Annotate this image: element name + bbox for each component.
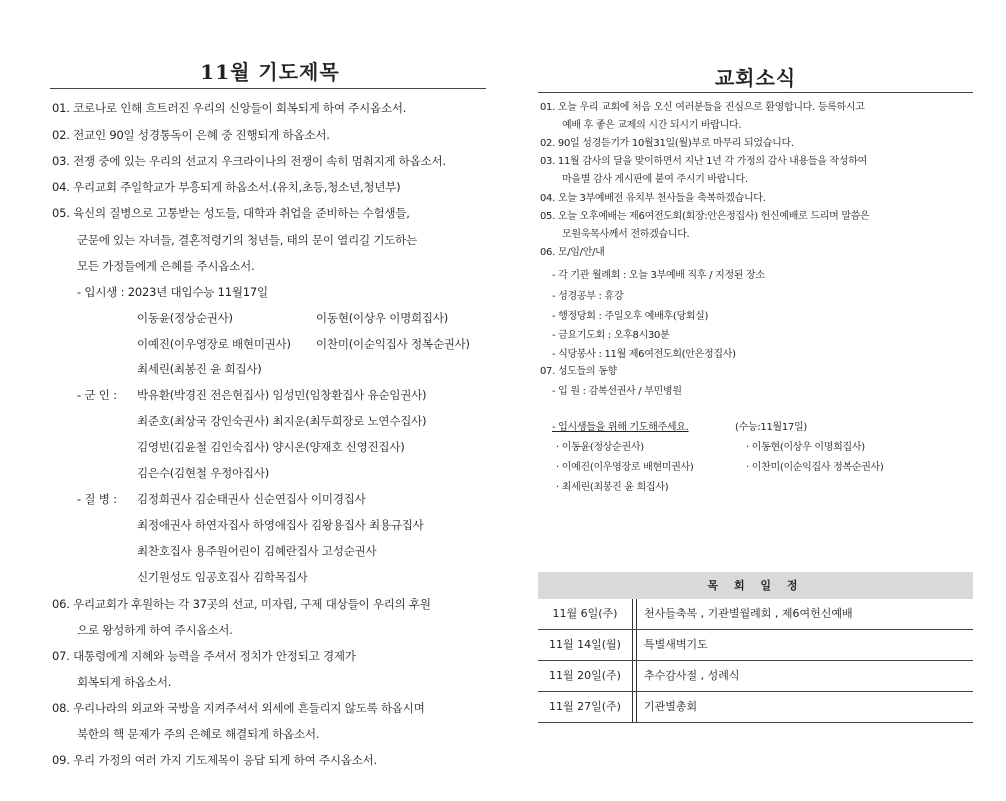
prayer-line: 으로 왕성하게 하여 주시옵소서. (77, 623, 233, 637)
prayer-name: 이동윤(정상순권사) (137, 311, 233, 325)
news-line: - 식당봉사 : 11월 제6여전도회(안은정집사) (552, 349, 736, 360)
news-line: - 성경공부 : 휴강 (552, 291, 624, 302)
prayer-name: 이예진(이우영장로 배현미권사) (137, 337, 291, 351)
prayer-line: 03. 전쟁 중에 있는 우리의 선교지 우크라이나의 전쟁이 속히 멈춰지게 하옵소서. (52, 154, 446, 168)
news-name: · 이동윤(정상순권사) (556, 442, 644, 453)
news-name: · 이동현(이상우 이명희집사) (746, 442, 865, 453)
news-line: - 행정당회 : 주일오후 예배후(당회실) (552, 311, 709, 322)
prayer-line: 05. 육신의 질병으로 고통받는 성도들, 대학과 취업을 준비하는 수험생들, (52, 206, 410, 220)
prayer-line: 08. 우리나라의 외교와 국방을 지켜주셔서 외세에 흔들리지 않도록 하옵시며 (52, 701, 425, 715)
prayer-line: 모든 가정들에게 은혜를 주시옵소서. (77, 259, 255, 273)
schedule-date: 11월 6일(주) (552, 607, 618, 620)
news-line: 07. 성도들의 동향 (540, 366, 617, 377)
news-line: 마을별 감사 게시판에 붙여 주시기 바랍니다. (562, 174, 748, 185)
prayer-line: 01. 코로나로 인해 흐트러진 우리의 신앙들이 회복되게 하여 주시옵소서. (52, 101, 407, 115)
prayer-line: 06. 우리교회가 후원하는 각 37곳의 선교, 미자립, 구제 대상들이 우리의 후원 (52, 597, 431, 611)
schedule-date: 11월 27일(주) (549, 700, 621, 713)
schedule-divider (632, 692, 637, 722)
prayer-line: 07. 대통령에게 지혜와 능력을 주셔서 정치가 안정되고 경제가 (52, 649, 356, 663)
schedule-row (538, 692, 973, 723)
prayer-name: 이찬미(이순익집사 정복순권사) (316, 337, 470, 351)
news-line: 모원욱목사께서 전하겠습니다. (562, 229, 690, 240)
schedule-date: 11월 20일(주) (549, 669, 621, 682)
news-line: 02. 90일 성경듣기가 10월31일(월)부로 마무리 되었습니다. (540, 138, 794, 149)
prayer-name: 신기원성도 임공호집사 김학목집사 (137, 570, 308, 584)
news-line: - 입시생들을 위해 기도해주세요. (552, 422, 689, 433)
news-line: - 입 원 : 감복선권사 / 부민병원 (552, 386, 682, 397)
prayer-title-rule (50, 88, 486, 89)
news-line: 04. 오늘 3부예배전 유치부 천사들을 축복하겠습니다. (540, 193, 766, 204)
news-line: 01. 오늘 우리 교회에 처음 오신 여러분들을 진심으로 환영합니다. 등록하시고 (540, 102, 865, 113)
prayer-name: 최찬호집사 용주원어린이 김혜란집사 고성순권사 (137, 544, 377, 558)
news-name: · 최세린(최봉진 윤 희집사) (556, 482, 669, 493)
news-name: · 이예진(이우영장로 배현미권사) (556, 462, 694, 473)
prayer-subheading: - 군 인 : (77, 388, 117, 402)
schedule-divider (632, 599, 637, 629)
news-line: 예배 후 좋은 교제의 시간 되시기 바랍니다. (562, 120, 742, 131)
news-name: · 이찬미(이순익집사 정복순권사) (746, 462, 884, 473)
schedule-row (538, 630, 973, 661)
prayer-name: 박유환(박경진 전은현집사) 임성민(임창환집사 유순임권사) (137, 388, 427, 402)
schedule-row (538, 599, 973, 630)
schedule-header: 목 회 일 정 (538, 572, 973, 599)
prayer-line: 04. 우리교회 주일학교가 부흥되게 하옵소서.(유치,초등,청소년,청년부) (52, 180, 401, 194)
schedule-event: 기관별총회 (644, 700, 698, 713)
prayer-title: 11월 기도제목 (200, 60, 340, 84)
prayer-line: - 입시생 : 2023년 대입수능 11월17일 (77, 285, 268, 299)
prayer-name: 최세린(최봉진 윤 희집사) (137, 362, 262, 376)
prayer-name: 이동현(이상우 이명희집사) (316, 311, 449, 325)
news-line: (수능:11월17일) (735, 422, 807, 433)
schedule-row (538, 661, 973, 692)
schedule-date: 11월 14일(월) (549, 638, 621, 651)
news-line: 03. 11월 감사의 달을 맞이하면서 지난 1년 각 가정의 감사 내용들을 작성하여 (540, 156, 867, 167)
news-line: 05. 오늘 오후예배는 제6여전도회(회장:안은정집사) 헌신예배로 드리며 말씀은 (540, 211, 870, 222)
news-title: 교회소식 (714, 66, 797, 90)
schedule-event: 추수감사절 , 성례식 (644, 669, 740, 682)
prayer-line: 09. 우리 가정의 여러 가지 기도제목이 응답 되게 하여 주시옵소서. (52, 753, 377, 767)
news-title-rule (538, 92, 973, 93)
prayer-name: 김정희권사 김순태권사 신순연집사 이미경집사 (137, 492, 366, 506)
prayer-name: 최준호(최상국 강인숙권사) 최지운(최두희장로 노연수집사) (137, 414, 427, 428)
prayer-line: 북한의 핵 문제가 주의 은혜로 해결되게 하옵소서. (77, 727, 320, 741)
schedule-event: 특별새벽기도 (644, 638, 708, 651)
schedule-divider (632, 630, 637, 660)
schedule-table (538, 572, 973, 723)
prayer-line: 회복되게 하옵소서. (77, 675, 172, 689)
news-line: - 각 기관 월례회 : 오늘 3부예배 직후 / 지정된 장소 (552, 270, 765, 281)
prayer-name: 김은수(김현철 우정아집사) (137, 466, 270, 480)
prayer-name: 김영빈(김윤철 김인숙집사) 양시온(양재호 신영진집사) (137, 440, 405, 454)
prayer-name: 최정애권사 하연자집사 하영애집사 김왕용집사 최용규집사 (137, 518, 424, 532)
schedule-divider (632, 661, 637, 691)
prayer-line: 군문에 있는 자녀들, 결혼적령기의 청년들, 태의 문이 열리길 기도하는 (77, 233, 418, 247)
prayer-line: 02. 전교인 90일 성경통독이 은혜 중 진행되게 하옵소서. (52, 128, 330, 142)
schedule-event: 천사들축복 , 기관별월례회 , 제6여헌신예배 (644, 607, 853, 620)
news-line: 06. 모/임/안/내 (540, 247, 605, 258)
news-line: - 금요기도회 : 오후8시30분 (552, 330, 670, 341)
prayer-subheading: - 질 병 : (77, 492, 117, 506)
